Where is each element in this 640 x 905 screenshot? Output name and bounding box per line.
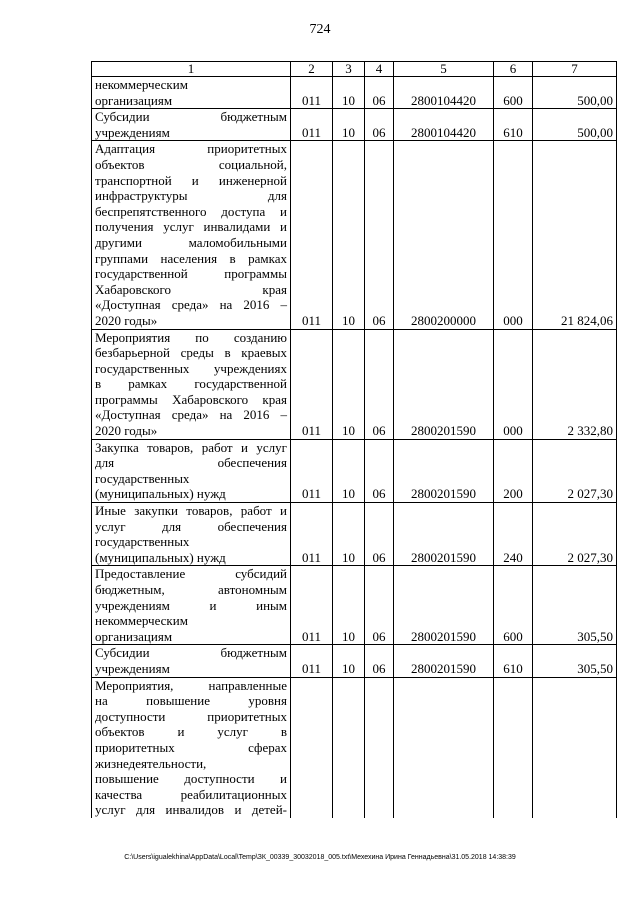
amount-cell: 305,50 xyxy=(533,645,617,677)
row-name-line: инфраструктуры для xyxy=(95,188,287,204)
code-cell: 10 xyxy=(333,439,365,502)
row-name-line: учреждениям и иным xyxy=(95,597,287,613)
table-row xyxy=(92,329,617,439)
amount-cell: 500,00 xyxy=(533,109,617,141)
amount-cell: 2 027,30 xyxy=(533,439,617,502)
row-name-line: приоритетных сферах xyxy=(95,739,287,755)
code-cell: 610 xyxy=(494,645,533,677)
row-name-line: качества реабилитационных xyxy=(95,786,287,802)
code-cell: 011 xyxy=(291,645,333,677)
row-name-line: для обеспечения xyxy=(95,455,287,471)
row-name-cell xyxy=(92,141,291,329)
code-cell: 10 xyxy=(333,109,365,141)
column-header: 7 xyxy=(533,62,617,77)
row-name-line: 2020 годы» xyxy=(95,423,158,439)
row-name-line: безбарьерной среды в краевых xyxy=(95,345,287,361)
row-name-cell xyxy=(92,439,291,502)
code-cell: 06 xyxy=(365,109,394,141)
code-cell: 011 xyxy=(291,503,333,566)
code-cell: 06 xyxy=(365,503,394,566)
row-name-line: учреждениям xyxy=(95,660,170,676)
row-name-line: транспортной и инженерной xyxy=(95,172,287,188)
code-cell xyxy=(494,677,533,818)
budget-table xyxy=(91,61,617,818)
code-cell: 2800201590 xyxy=(394,439,494,502)
code-cell: 011 xyxy=(291,566,333,645)
row-name-cell xyxy=(92,566,291,645)
row-name-line: (муниципальных) нужд xyxy=(95,549,226,565)
code-cell: 2800104420 xyxy=(394,77,494,109)
row-name-cell xyxy=(92,677,291,818)
row-name-line: объектов и услуг в xyxy=(95,724,287,740)
table-body xyxy=(92,77,617,818)
row-name-line: услуг для обеспечения xyxy=(95,518,287,534)
code-cell xyxy=(333,677,365,818)
code-cell: 240 xyxy=(494,503,533,566)
row-name-line: организациям xyxy=(95,628,173,644)
amount-cell: 2 332,80 xyxy=(533,329,617,439)
row-name-line: Предоставление субсидий xyxy=(95,566,287,582)
row-name-line: некоммерческим xyxy=(95,613,188,629)
row-name-line: государственных xyxy=(95,534,190,550)
row-name-line: повышение доступности и xyxy=(95,771,287,787)
code-cell: 10 xyxy=(333,566,365,645)
table-row xyxy=(92,566,617,645)
row-name-line: организациям xyxy=(95,92,173,108)
row-name-line: объектов социальной, xyxy=(95,156,287,172)
row-name-line: Мероприятия по созданию xyxy=(95,329,287,345)
row-name-line: государственных xyxy=(95,470,190,486)
code-cell: 06 xyxy=(365,645,394,677)
code-cell: 06 xyxy=(365,329,394,439)
row-name-line: Адаптация приоритетных xyxy=(95,141,287,157)
table-row xyxy=(92,677,617,818)
code-cell xyxy=(291,677,333,818)
code-cell: 011 xyxy=(291,141,333,329)
code-cell: 10 xyxy=(333,503,365,566)
table-row xyxy=(92,645,617,677)
table-header-row xyxy=(92,62,617,77)
row-name-line: учреждениям xyxy=(95,124,170,140)
page-number: 724 xyxy=(309,22,331,37)
row-name-line: государственной программы xyxy=(95,266,287,282)
row-name-line: Мероприятия, направленные xyxy=(95,677,287,693)
code-cell: 610 xyxy=(494,109,533,141)
column-header: 2 xyxy=(291,62,333,77)
row-name-line: доступности приоритетных xyxy=(95,708,287,724)
code-cell xyxy=(394,677,494,818)
code-cell: 06 xyxy=(365,439,394,502)
table-row xyxy=(92,109,617,141)
row-name-line: некоммерческим xyxy=(95,77,188,92)
column-header: 5 xyxy=(394,62,494,77)
row-name-line: на повышение уровня xyxy=(95,693,287,709)
code-cell: 10 xyxy=(333,77,365,109)
row-name-cell xyxy=(92,503,291,566)
row-name-line: получения услуг инвалидами и xyxy=(95,219,287,235)
column-header: 1 xyxy=(92,62,291,77)
amount-cell: 21 824,06 xyxy=(533,141,617,329)
amount-cell: 2 027,30 xyxy=(533,503,617,566)
row-name-line: Субсидии бюджетным xyxy=(95,645,287,661)
code-cell: 2800201590 xyxy=(394,645,494,677)
code-cell: 600 xyxy=(494,77,533,109)
code-cell: 600 xyxy=(494,566,533,645)
row-name-line: бюджетным, автономным xyxy=(95,582,287,597)
code-cell: 2800104420 xyxy=(394,109,494,141)
code-cell: 10 xyxy=(333,141,365,329)
code-cell: 011 xyxy=(291,109,333,141)
row-name-line: услуг для инвалидов и детей- xyxy=(95,802,287,818)
code-cell: 06 xyxy=(365,77,394,109)
row-name-line: государственных учреждениях xyxy=(95,360,287,376)
row-name-line: Хабаровского края xyxy=(95,281,287,297)
row-name-line: беспрепятственного доступа и xyxy=(95,203,287,219)
row-name-line: группами населения в рамках xyxy=(95,250,287,266)
table-row xyxy=(92,77,617,109)
code-cell: 2800201590 xyxy=(394,503,494,566)
amount-cell xyxy=(533,677,617,818)
code-cell: 200 xyxy=(494,439,533,502)
amount-cell: 305,50 xyxy=(533,566,617,645)
code-cell: 10 xyxy=(333,329,365,439)
code-cell: 06 xyxy=(365,141,394,329)
code-cell: 011 xyxy=(291,329,333,439)
code-cell: 10 xyxy=(333,645,365,677)
code-cell: 2800201590 xyxy=(394,329,494,439)
row-name-line: 2020 годы» xyxy=(95,312,158,328)
row-name-line: жизнедеятельности, xyxy=(95,755,207,771)
row-name-line: «Доступная среда» на 2016 – xyxy=(95,297,287,313)
code-cell: 06 xyxy=(365,566,394,645)
column-header: 4 xyxy=(365,62,394,77)
row-name-line: «Доступная среда» на 2016 – xyxy=(95,407,287,423)
row-name-cell xyxy=(92,329,291,439)
row-name-cell xyxy=(92,109,291,141)
table-row xyxy=(92,439,617,502)
amount-cell: 500,00 xyxy=(533,77,617,109)
table-row xyxy=(92,141,617,329)
code-cell xyxy=(365,677,394,818)
table-row xyxy=(92,503,617,566)
file-path-footer: C:\Users\igualekhina\AppData\Local\Temp\ЗК_00339_30032018_005.txt\Мехехина Ирина Геннадьевна\31.05.2018 14:38:39 xyxy=(124,854,516,861)
column-header: 6 xyxy=(494,62,533,77)
row-name-line: Субсидии бюджетным xyxy=(95,109,287,125)
code-cell: 011 xyxy=(291,439,333,502)
row-name-line: другими маломобильными xyxy=(95,234,287,250)
row-name-line: Закупка товаров, работ и услуг xyxy=(95,439,287,455)
row-name-line: Иные закупки товаров, работ и xyxy=(95,503,287,519)
row-name-line: (муниципальных) нужд xyxy=(95,486,226,502)
row-name-line: в рамках государственной xyxy=(95,376,287,392)
row-name-line: программы Хабаровского края xyxy=(95,391,287,407)
code-cell: 000 xyxy=(494,329,533,439)
code-cell: 2800201590 xyxy=(394,566,494,645)
code-cell: 011 xyxy=(291,77,333,109)
row-name-cell xyxy=(92,645,291,677)
row-name-cell xyxy=(92,77,291,109)
code-cell: 000 xyxy=(494,141,533,329)
code-cell: 2800200000 xyxy=(394,141,494,329)
column-header: 3 xyxy=(333,62,365,77)
